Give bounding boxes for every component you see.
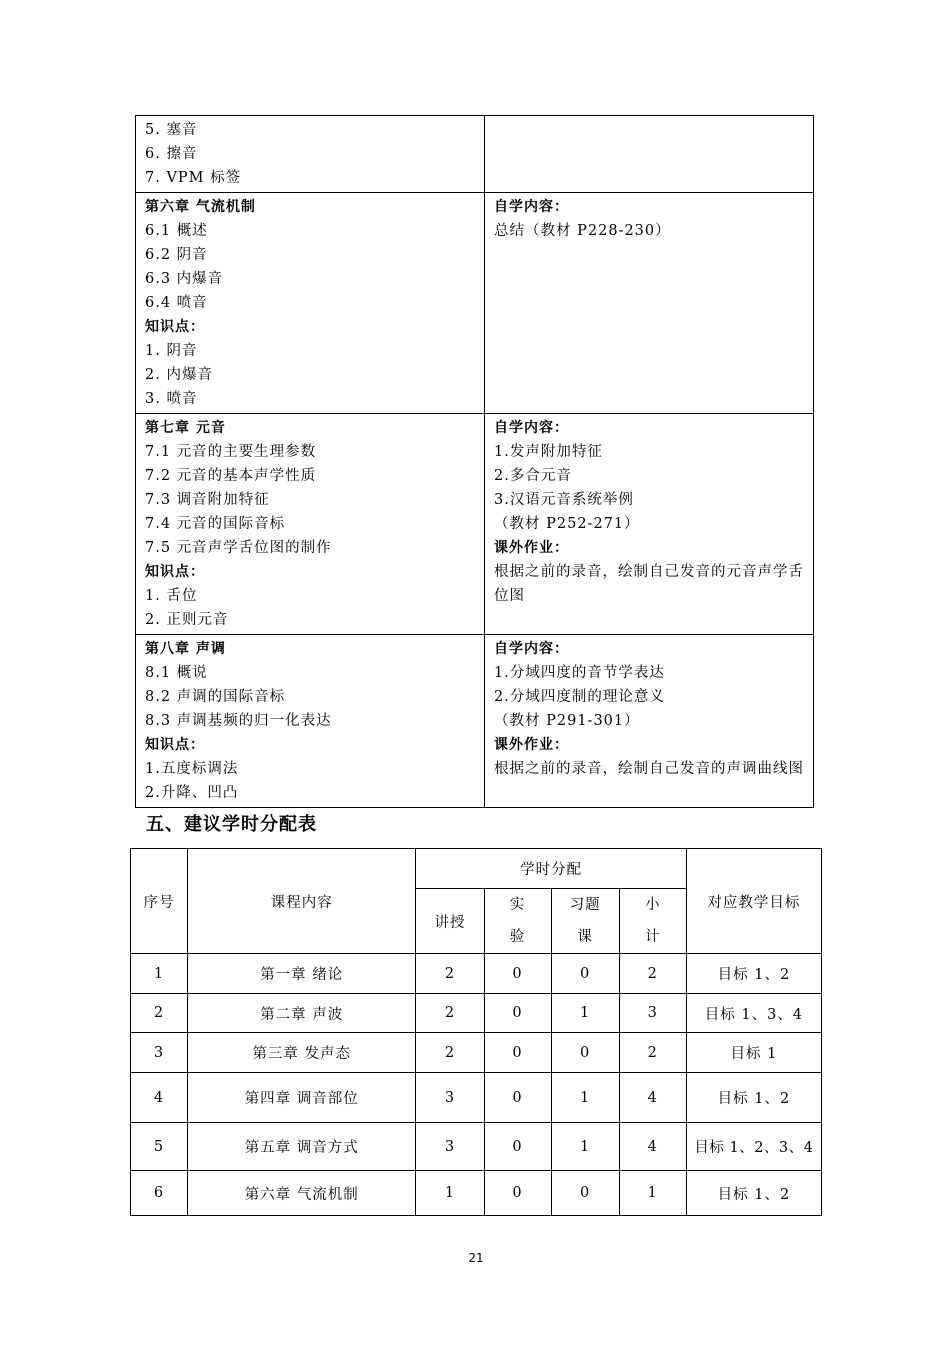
knowledge-point: 2.升降、凹凸: [145, 785, 239, 801]
cell-content: 第四章 调音部位: [188, 1073, 416, 1123]
knowledge-points-label: 知识点：: [145, 737, 205, 753]
cell-lecture: 3: [416, 1123, 484, 1171]
header-exercise-line-1: 习题: [569, 897, 601, 913]
homework-text: 根据之前的录音，绘制自己发音的元音声学舌位图: [494, 564, 804, 604]
section-item: 5. 塞音: [145, 122, 198, 138]
knowledge-point: 1.五度标调法: [145, 761, 239, 777]
cell-index: 4: [131, 1073, 188, 1123]
self-study-item: 2.分域四度制的理论意义: [494, 689, 665, 705]
self-study-item: （教材 P291-301）: [494, 713, 640, 729]
cell-content: 第三章 发声态: [188, 1033, 416, 1073]
homework-label: 课外作业：: [494, 540, 569, 556]
knowledge-point: 3. 喷音: [145, 391, 198, 407]
cell-lab: 0: [484, 1073, 551, 1123]
self-study-item: 2.多合元音: [494, 468, 572, 484]
section-item: 6.3 内爆音: [145, 271, 224, 287]
table-row: [131, 1123, 822, 1171]
header-lab-line-2: 验: [509, 929, 526, 945]
section-item: 8.2 声调的国际音标: [145, 689, 286, 705]
table-row: [131, 1171, 822, 1216]
self-study-item: （教材 P252-271）: [494, 516, 640, 532]
knowledge-points-label: 知识点：: [145, 564, 205, 580]
outline-left-cell: [136, 116, 485, 193]
cell-exercise: 1: [551, 994, 619, 1033]
cell-subtotal: 1: [619, 1171, 686, 1216]
cell-lecture: 2: [416, 1033, 484, 1073]
section-item: 7.3 调音附加特征: [145, 492, 270, 508]
page-number: 21: [468, 1251, 484, 1265]
cell-lab: 0: [484, 1123, 551, 1171]
table-row: [131, 994, 822, 1033]
outline-row: [136, 635, 814, 808]
knowledge-point: 2. 内爆音: [145, 367, 213, 383]
cell-goal: 目标 1、2: [686, 954, 821, 994]
cell-content: 第一章 绪论: [188, 954, 416, 994]
self-study-item: 1.发声附加特征: [494, 444, 603, 460]
outline-row: [136, 414, 814, 635]
section-item: 6.1 概述: [145, 223, 208, 239]
homework-label: 课外作业：: [494, 737, 569, 753]
cell-goal: 目标 1、2: [686, 1171, 821, 1216]
cell-subtotal: 2: [619, 1033, 686, 1073]
cell-content: 第六章 气流机制: [188, 1171, 416, 1216]
table-row: [131, 1033, 822, 1073]
outline-right-cell: [485, 116, 814, 193]
header-exercise-line-2: 课: [577, 929, 593, 945]
outline-left-cell: [136, 635, 485, 808]
knowledge-point: 1. 舌位: [145, 588, 198, 604]
cell-subtotal: 2: [619, 954, 686, 994]
section-item: 7.1 元音的主要生理参数: [145, 444, 317, 460]
cell-subtotal: 4: [619, 1123, 686, 1171]
section-item: 7.4 元音的国际音标: [145, 516, 286, 532]
cell-index: 5: [131, 1123, 188, 1171]
course-outline-table: [135, 115, 814, 808]
header-allocation: 学时分配: [416, 849, 686, 889]
cell-exercise: 1: [551, 1123, 619, 1171]
cell-lab: 0: [484, 1171, 551, 1216]
knowledge-point: 1. 阴音: [145, 343, 198, 359]
section-item: 6.4 喷音: [145, 295, 208, 311]
header-row: [131, 849, 822, 889]
self-study-item: 3.汉语元音系统举例: [494, 492, 634, 508]
header-goal: 对应教学目标: [686, 849, 821, 954]
header-index: 序号: [131, 849, 188, 954]
chapter-title: 第六章 气流机制: [145, 199, 256, 215]
cell-index: 3: [131, 1033, 188, 1073]
knowledge-points-label: 知识点：: [145, 319, 205, 335]
cell-goal: 目标 1、2、3、4: [686, 1123, 821, 1171]
outline-left-cell: [136, 414, 485, 635]
hours-allocation-table: [130, 848, 822, 1216]
self-study-label: 自学内容：: [494, 199, 569, 215]
cell-index: 2: [131, 994, 188, 1033]
self-study-item: 总结（教材 P228-230）: [494, 223, 671, 239]
cell-lab: 0: [484, 994, 551, 1033]
cell-subtotal: 4: [619, 1073, 686, 1123]
self-study-item: 1.分域四度的音节学表达: [494, 665, 665, 681]
header-content: 课程内容: [188, 849, 416, 954]
section-heading: 五、建议学时分配表: [146, 814, 317, 835]
self-study-label: 自学内容：: [494, 420, 569, 436]
header-subtotal: [619, 889, 686, 954]
section-item: 6.2 阴音: [145, 247, 208, 263]
cell-lecture: 2: [416, 954, 484, 994]
cell-lecture: 3: [416, 1073, 484, 1123]
outline-row: [136, 193, 814, 414]
section-item: 6. 擦音: [145, 146, 198, 162]
cell-goal: 目标 1: [686, 1033, 821, 1073]
cell-index: 6: [131, 1171, 188, 1216]
header-lecture: 讲授: [416, 889, 484, 954]
section-item: 8.1 概说: [145, 665, 208, 681]
cell-index: 1: [131, 954, 188, 994]
outline-right-cell: [485, 193, 814, 414]
table-row: [131, 954, 822, 994]
chapter-title: 第八章 声调: [145, 641, 226, 657]
header-exercise: [551, 889, 619, 954]
section-item: 7.5 元音声学舌位图的制作: [145, 540, 332, 556]
header-lab-line-1: 实: [509, 897, 526, 913]
outline-row: [136, 116, 814, 193]
cell-lecture: 2: [416, 994, 484, 1033]
section-item: 7. VPM 标签: [145, 170, 242, 186]
cell-goal: 目标 1、3、4: [686, 994, 821, 1033]
table-row: [131, 1073, 822, 1123]
cell-lab: 0: [484, 1033, 551, 1073]
header-subtotal-line-1: 小: [644, 897, 661, 913]
header-subtotal-line-2: 计: [644, 929, 661, 945]
chapter-title: 第七章 元音: [145, 420, 226, 436]
header-lab: [484, 889, 551, 954]
section-item: 7.2 元音的基本声学性质: [145, 468, 317, 484]
knowledge-point: 2. 正则元音: [145, 612, 229, 628]
section-item: 8.3 声调基频的归一化表达: [145, 713, 332, 729]
cell-exercise: 0: [551, 1171, 619, 1216]
homework-text: 根据之前的录音，绘制自己发音的声调曲线图: [494, 761, 804, 777]
outline-right-cell: [485, 414, 814, 635]
cell-goal: 目标 1、2: [686, 1073, 821, 1123]
cell-lecture: 1: [416, 1171, 484, 1216]
outline-left-cell: [136, 193, 485, 414]
self-study-label: 自学内容：: [494, 641, 569, 657]
outline-right-cell: [485, 635, 814, 808]
cell-content: 第五章 调音方式: [188, 1123, 416, 1171]
cell-exercise: 1: [551, 1073, 619, 1123]
cell-lab: 0: [484, 954, 551, 994]
cell-content: 第二章 声波: [188, 994, 416, 1033]
cell-subtotal: 3: [619, 994, 686, 1033]
cell-exercise: 0: [551, 954, 619, 994]
cell-exercise: 0: [551, 1033, 619, 1073]
